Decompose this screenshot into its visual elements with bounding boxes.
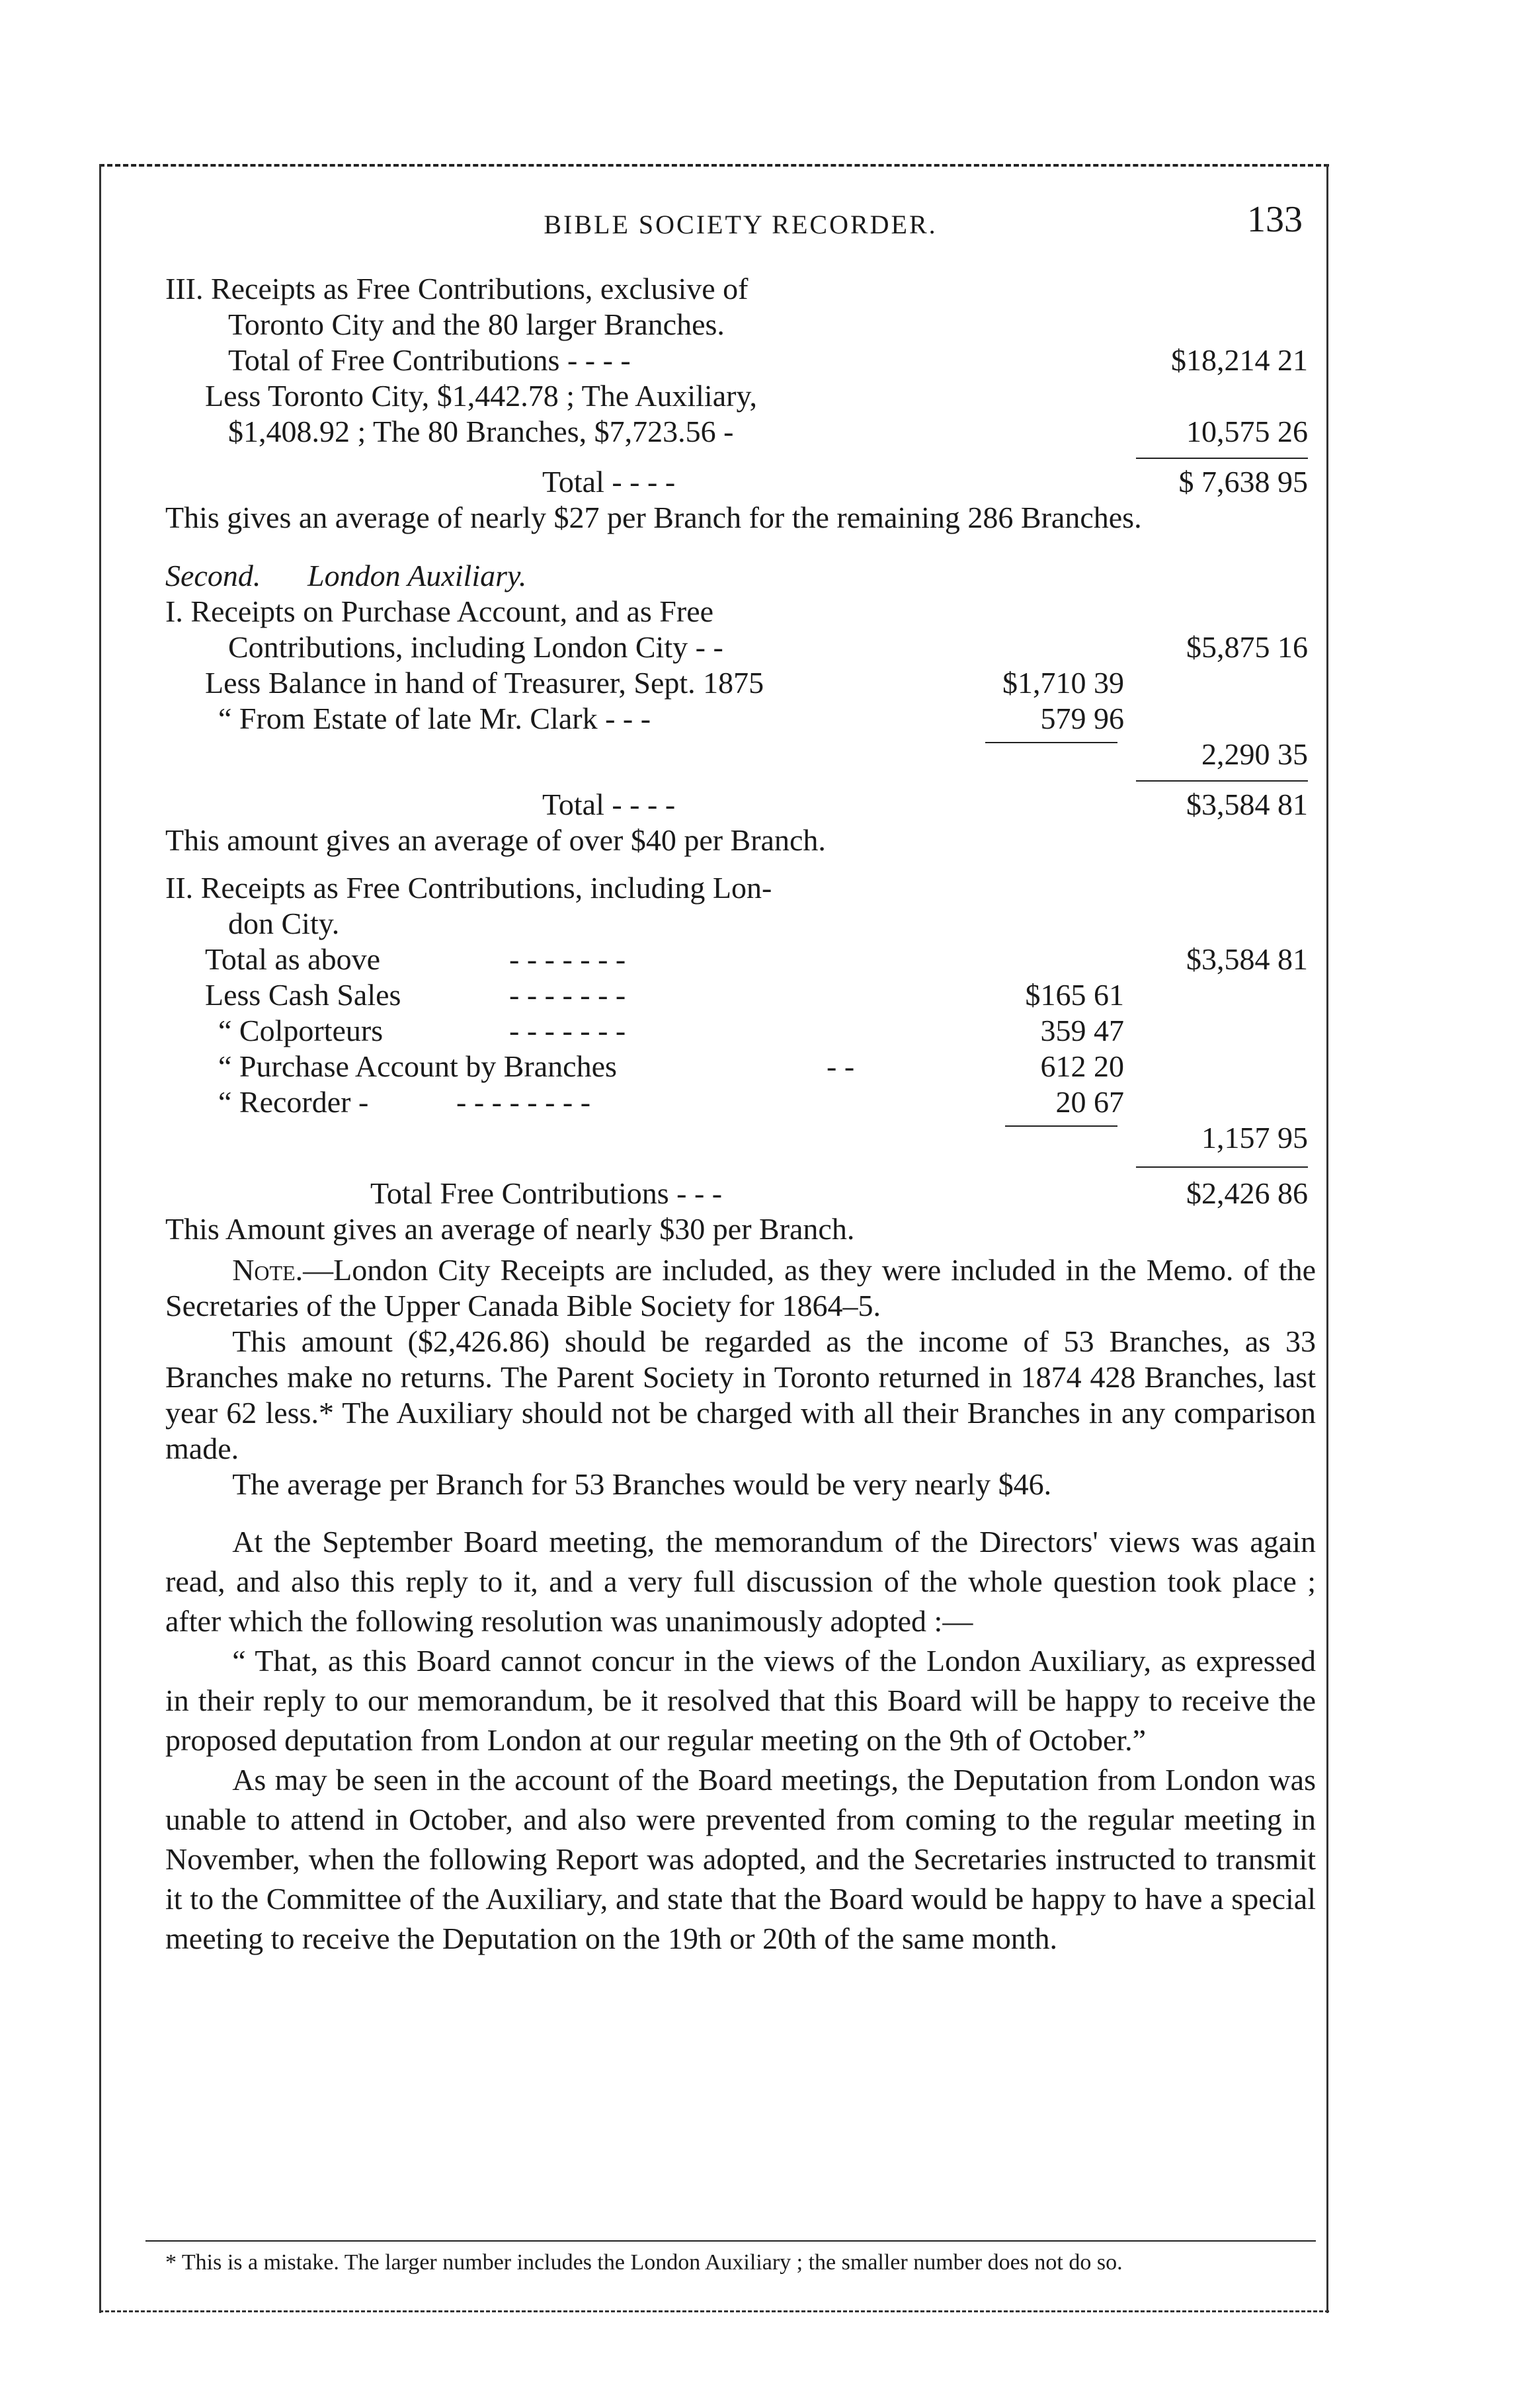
ledger-dashes: - -: [827, 1049, 855, 1083]
london-average-note: This amount gives an average of over $40 per Branch.: [165, 823, 826, 857]
london-i-line-1: I. Receipts on Purchase Account, and as Free: [165, 594, 714, 628]
frame-top-rule: [99, 164, 1329, 167]
frame-right-rule: [1326, 164, 1328, 2313]
ledger-dashes: - - - - - - - -: [456, 1085, 591, 1119]
section-ii: [165, 870, 1316, 1247]
ledger-label: “ Colporteurs: [218, 1014, 384, 1047]
sum-rule: [1136, 780, 1308, 782]
london-total-label: Total - - - -: [542, 788, 676, 821]
ledger-dashes: - - - - - - -: [509, 1014, 626, 1047]
sum-rule: [1136, 1166, 1308, 1168]
london-i-line-2: Contributions, including London City - -: [228, 630, 723, 664]
note-text: —London City Receipts are included, as they were included in the Memo. of the Secretaries of the Upper Canada Bible Society for 1864–5.: [165, 1253, 1316, 1322]
estate-label: “ From Estate of late Mr. Clark - - -: [218, 702, 651, 735]
section-london: [165, 558, 1316, 858]
free-contributions-label: Total of Free Contributions - - - -: [228, 343, 631, 377]
ledger-row: [165, 1013, 1316, 1049]
frame-bottom-rule: [99, 2310, 1329, 2312]
resolution-quote: “ That, as this Board cannot concur in the views of the London Auxiliary, as expressed in their reply to our memorandum, be it resolved that this Board will be happy to receive the proposed deputation from London at our regular meeting on the 9th of October.”: [165, 1644, 1316, 1757]
less-amount: 10,575 26: [1186, 415, 1308, 448]
less-balance-label: Less Balance in hand of Treasurer, Sept. 1875: [205, 666, 764, 700]
less-line-1: Less Toronto City, $1,442.78 ; The Auxiliary,: [205, 379, 757, 413]
sum-rule: [1136, 458, 1308, 459]
body-paragraph-3: As may be seen in the account of the Board meetings, the Deputation from London was unable to attend in October, and also were prevented from coming to the regular meeting in November, when the following Report was adopted, and the Secretaries instructed to transmit it to the Committee of the Auxiliary, and state that the Board would be happy to have a special meeting to receive the Deputation on the 19th or 20th of the same month.: [165, 1763, 1316, 1955]
london-i-amount: $5,875 16: [1186, 630, 1308, 664]
notes-block: [165, 1252, 1316, 1502]
body-paragraph-1: At the September Board meeting, the memorandum of the Directors' views was again read, and also this reply to it, and a very full discussion of the whole question took place ; after which the following resolution was unanimously adopted :—: [165, 1525, 1316, 1638]
ledger-dashes: - - - - - - -: [509, 978, 626, 1012]
frame-left-rule: [99, 164, 101, 2313]
less-balance-amount: $1,710 39: [1002, 666, 1124, 700]
ledger-row: [165, 1084, 1316, 1120]
ledger-label: “ Purchase Account by Branches: [218, 1049, 617, 1083]
average-note: This gives an average of nearly $27 per Branch for the remaining 286 Branches.: [165, 501, 1142, 534]
section-ii-deduction-total: 1,157 95: [1201, 1121, 1308, 1155]
london-heading-text: London Auxiliary.: [307, 559, 527, 592]
ledger-outer-amount: $3,584 81: [1186, 942, 1308, 976]
ledger-inner-amount: 20 67: [1055, 1085, 1124, 1119]
ledger-row: [165, 1049, 1316, 1084]
note-paragraph: [165, 1252, 1316, 1324]
section-ii-average-note: This Amount gives an average of nearly $30 per Branch.: [165, 1212, 855, 1246]
running-head: BIBLE SOCIETY RECORDER.: [544, 210, 938, 239]
section-ii-heading-cont: don City.: [228, 907, 340, 940]
ledger-inner-amount: $165 61: [1025, 978, 1124, 1012]
page-header: [165, 198, 1316, 251]
note-label: Note.: [232, 1253, 304, 1287]
ledger-label: Total as above: [205, 942, 381, 976]
ledger-row: [165, 977, 1316, 1013]
free-total-amount: $2,426 86: [1186, 1176, 1308, 1210]
ledger-inner-amount: 612 20: [1040, 1049, 1124, 1083]
ledger-label: Less Cash Sales: [205, 978, 401, 1012]
less-line-2: $1,408.92 ; The 80 Branches, $7,723.56 -: [228, 415, 734, 448]
section-iii-heading-cont: Toronto City and the 80 larger Branches.: [228, 307, 725, 341]
london-total-amount: $3,584 81: [1186, 788, 1308, 821]
ledger-inner-amount: 359 47: [1040, 1014, 1124, 1047]
notes-paragraph-2: The average per Branch for 53 Branches would be very nearly $46.: [232, 1467, 1052, 1501]
london-heading-num: Second.: [165, 559, 261, 592]
notes-paragraph-1: This amount ($2,426.86) should be regarded as the income of 53 Branches, as 33 Branches make no returns. The Parent Society in Toronto returned in 1874 428 Branches, last year 62 less.* The Auxiliary should not be charged with all their Branches in any comparison made.: [165, 1324, 1316, 1465]
free-total-label: Total Free Contributions - - -: [370, 1176, 723, 1210]
net-total-amount: $ 7,638 95: [1178, 465, 1308, 499]
page-number: 133: [1247, 199, 1303, 240]
section-ii-heading: II. Receipts as Free Contributions, including Lon-: [165, 871, 772, 905]
footnote: * This is a mistake. The larger number includes the London Auxiliary ; the smaller number does not do so.: [165, 2250, 1123, 2275]
section-iii-heading: III. Receipts as Free Contributions, exclusive of: [165, 272, 749, 305]
ledger-dashes: - - - - - - -: [509, 942, 626, 976]
footnote-rule: [145, 2240, 1316, 2242]
page-body: [165, 271, 1316, 1959]
free-contributions-amount: $18,214 21: [1171, 343, 1308, 377]
london-deduction-total: 2,290 35: [1201, 737, 1308, 771]
ledger-row: [165, 942, 1316, 977]
ledger-label: “ Recorder -: [218, 1085, 369, 1119]
estate-amount: 579 96: [1040, 702, 1124, 735]
section-iii: [165, 271, 1316, 536]
net-total-label: Total - - - -: [542, 465, 676, 499]
body-text: [165, 1522, 1316, 1959]
